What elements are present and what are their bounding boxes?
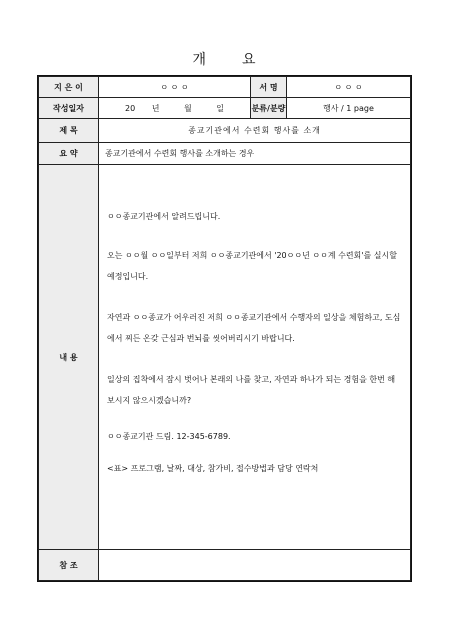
date-day-unit: 일 <box>216 103 225 113</box>
content-label: 내 용 <box>39 165 99 550</box>
date-label: 작성일자 <box>39 98 99 119</box>
content-paragraph: ㅇㅇ종교기관에서 알려드립니다. <box>107 212 221 221</box>
document-title <box>0 49 450 69</box>
reference-label: 참 조 <box>39 550 99 581</box>
date-row <box>39 98 411 119</box>
subject-label: 제 목 <box>39 119 99 143</box>
name-label: 서 명 <box>251 77 287 98</box>
date-year-unit: 년 <box>151 103 160 113</box>
author-label: 지 은 이 <box>39 77 99 98</box>
category-label: 분류/분량 <box>251 98 287 119</box>
summary-value: 종교기관에서 수련회 행사를 소개하는 경우 <box>99 143 411 165</box>
title-char-2: 요 <box>242 52 258 68</box>
reference-row <box>39 550 411 581</box>
summary-row <box>39 143 411 165</box>
content-body <box>99 165 411 550</box>
subject-row <box>39 119 411 143</box>
author-row <box>39 77 411 98</box>
author-value: ㅇ ㅇ ㅇ <box>99 77 251 98</box>
content-paragraph: 일상의 집착에서 잠시 벗어나 본래의 나를 찾고, 자연과 하나가 되는 경험을 한번 해보시지 않으시겠습니까? <box>107 375 396 405</box>
content-paragraph: 오는 ㅇㅇ월 ㅇㅇ일부터 저희 ㅇㅇ종교기관에서 '20ㅇㅇ년 ㅇㅇ계 수련회'를 실시할 예정입니다. <box>107 251 397 281</box>
overview-form <box>38 76 411 581</box>
date-value <box>99 98 251 119</box>
date-year: 20 <box>124 103 136 113</box>
name-value: ㅇ ㅇ ㅇ <box>287 77 411 98</box>
category-value: 행사 / 1 page <box>287 98 411 119</box>
summary-label: 요 약 <box>39 143 99 165</box>
subject-value: 종교기관에서 수련회 행사를 소개 <box>99 119 411 143</box>
content-row <box>39 165 411 550</box>
content-paragraph: 자연과 ㅇㅇ종교가 어우러진 저희 ㅇㅇ종교기관에서 수행자의 일상을 체험하고, 도심에서 찌든 온갖 근심과 번뇌를 씻어버리시기 바랍니다. <box>107 313 401 343</box>
date-month-unit: 월 <box>184 103 192 113</box>
reference-value <box>99 550 411 581</box>
title-char-1: 개 <box>192 52 208 68</box>
content-paragraph: <표> 프로그램, 날짜, 대상, 참가비, 접수방법과 담당 연락처 <box>107 464 319 473</box>
content-paragraph: ㅇㅇ종교기관 드림. 12-345-6789. <box>107 432 231 441</box>
